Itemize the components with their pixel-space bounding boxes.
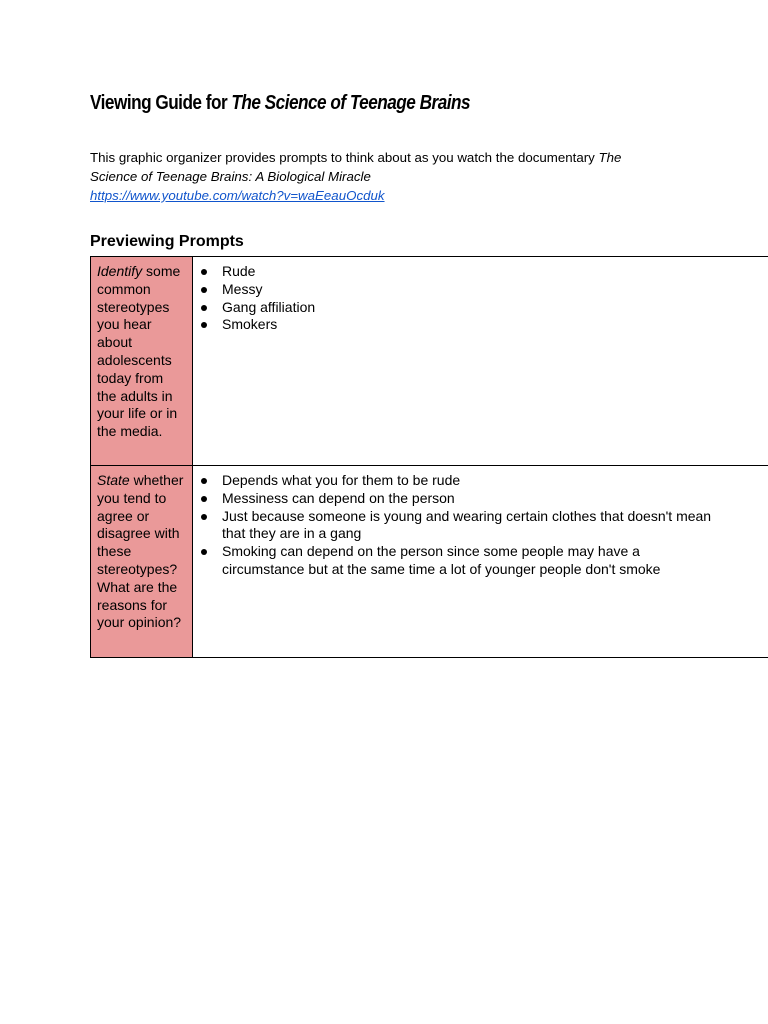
list-item: Smokers xyxy=(199,316,712,334)
prompt-lead: Identify xyxy=(97,263,143,279)
list-item: Gang affiliation xyxy=(199,299,712,317)
table-row xyxy=(91,466,768,658)
answer-list xyxy=(199,263,768,334)
documentary-link[interactable]: https://www.youtube.com/watch?v=waEeauOcduk xyxy=(90,188,385,203)
list-item: Rude xyxy=(199,263,712,281)
title-italic: The Science of Teenage Brains xyxy=(231,92,471,114)
prompt-cell xyxy=(91,466,193,658)
answer-cell[interactable] xyxy=(193,257,768,466)
list-item: Smoking can depend on the person since some people may have a circumstance but at the same time a lot of younger people don't smoke xyxy=(199,543,712,579)
intro-documentary-title: The Science of Teenage Brains: A Biological Miracle xyxy=(90,150,622,184)
prompt-text: whether you tend to agree or disagree with these stereotypes? What are the reasons for your opinion? xyxy=(97,472,184,631)
intro-paragraph xyxy=(90,148,670,205)
section-heading: Previewing Prompts xyxy=(90,233,244,250)
prompt-text: some common stereotypes you hear about adolescents today from the adults in your life or in the media. xyxy=(97,263,181,440)
prompt-lead: State xyxy=(97,472,130,488)
answer-cell[interactable] xyxy=(193,466,768,658)
title-prefix: Viewing Guide for xyxy=(90,92,232,114)
list-item: Depends what you for them to be rude xyxy=(199,472,712,490)
answer-list xyxy=(199,472,768,579)
document-title xyxy=(90,92,470,115)
list-item: Messiness can depend on the person xyxy=(199,490,712,508)
prompts-table xyxy=(90,256,768,658)
list-item: Messy xyxy=(199,281,712,299)
list-item: Just because someone is young and wearing certain clothes that doesn't mean that they are in a gang xyxy=(199,508,712,544)
table-row xyxy=(91,257,768,466)
prompt-cell xyxy=(91,257,193,466)
intro-text: This graphic organizer provides prompts to think about as you watch the documentary xyxy=(90,150,599,165)
